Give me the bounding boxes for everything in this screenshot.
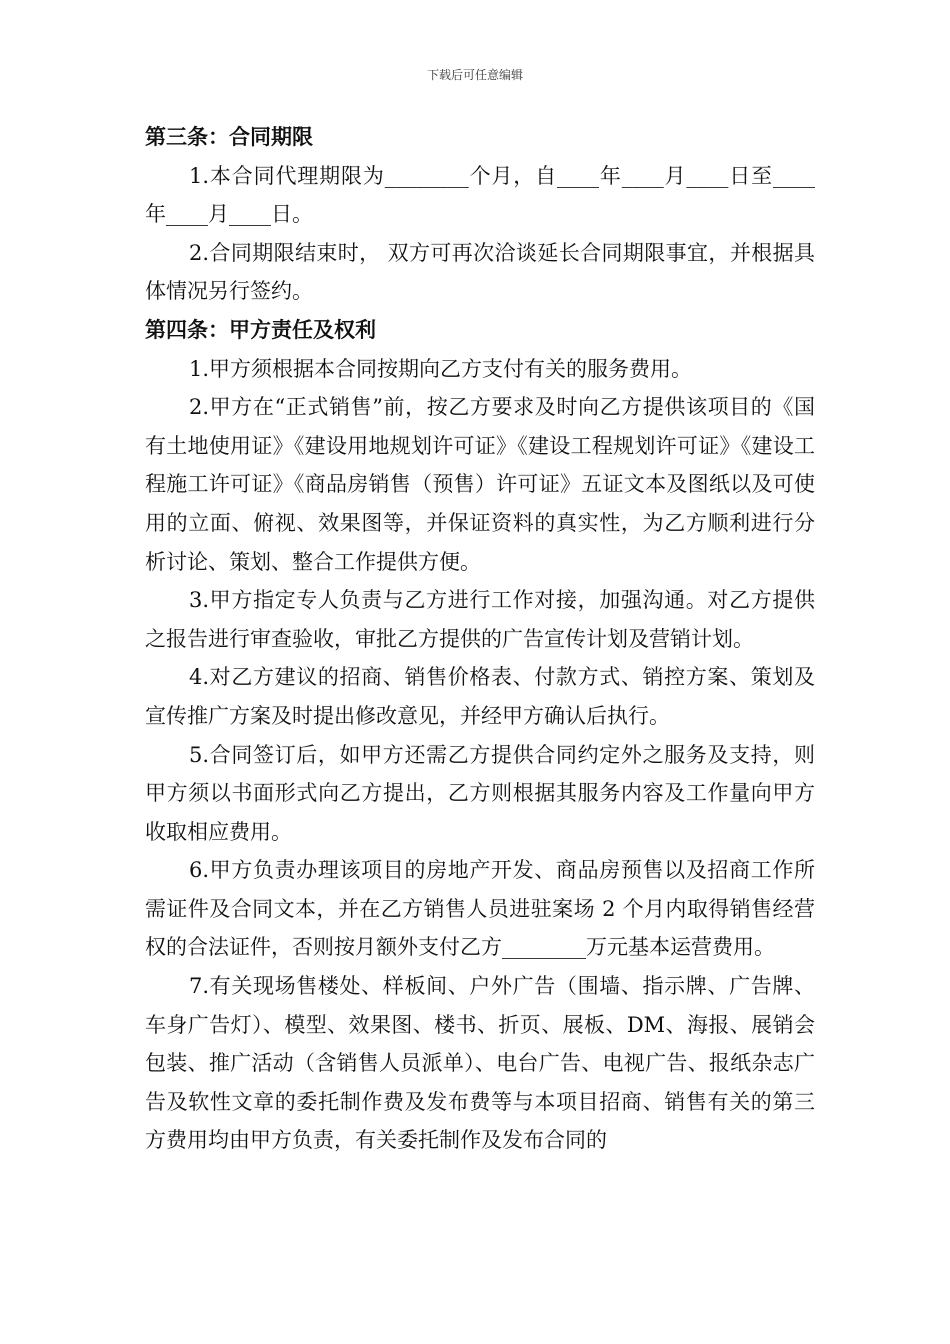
paragraph: 2.合同期限结束时， 双方可再次洽谈延长合同期限事宜，并根据具体情况另行签约。 xyxy=(145,240,815,304)
document-body xyxy=(145,118,815,1160)
paragraph: 1.本合同代理期限为________个月，自____年____月____日至____年____月____日。 xyxy=(145,163,815,227)
paragraph: 7.有关现场售楼处、样板间、户外广告（围墙、指示牌、广告牌、车身广告灯）、模型、效果图、楼书、折页、展板、DM、海报、展销会包装、推广活动（含销售人员派单）、电台广告、电视广告、报纸杂志广告及软性文章的委托制作费及发布费等与本项目招商、销售有关的第三方费用均由甲方负责，有关委托制作及发布合同的 xyxy=(145,974,815,1153)
paragraph: 3.甲方指定专人负责与乙方进行工作对接，加强沟通。对乙方提供之报告进行审查验收，审批乙方提供的广告宣传计划及营销计划。 xyxy=(145,588,815,651)
section-heading-party-a-duties: 第四条：甲方责任及权利 xyxy=(145,316,376,342)
section-heading-term: 第三条：合同期限 xyxy=(145,124,313,149)
paragraph: 4.对乙方建议的招商、销售价格表、付款方式、销控方案、策划及宣传推广方案及时提出修改意见，并经甲方确认后执行。 xyxy=(145,665,815,728)
paragraph: 6.甲方负责办理该项目的房地产开发、商品房预售以及招商工作所需证件及合同文本，并在乙方销售人员进驻案场 2 个月内取得销售经营权的合法证件，否则按月额外支付乙方________万元基本运营费用。 xyxy=(145,858,815,960)
paragraph: 5.合同签订后，如甲方还需乙方提供合同约定外之服务及支持，则甲方须以书面形式向乙方提出，乙方则根据其服务内容及工作量向甲方收取相应费用。 xyxy=(145,742,815,844)
paragraph: 2.甲方在“正式销售”前，按乙方要求及时向乙方提供该项目的《国有土地使用证》《建设用地规划许可证》《建设工程规划许可证》《建设工程施工许可证》《商品房销售（预售）许可证》五证文本及图纸以及可使用的立面、俯视、效果图等，并保证资料的真实性，为乙方顺利进行分析讨论、策划、整合工作提供方便。 xyxy=(145,395,815,574)
paragraph: 1.甲方须根据本合同按期向乙方支付有关的服务费用。 xyxy=(189,356,693,381)
page-header-note: 下载后可任意编辑 xyxy=(426,68,523,82)
